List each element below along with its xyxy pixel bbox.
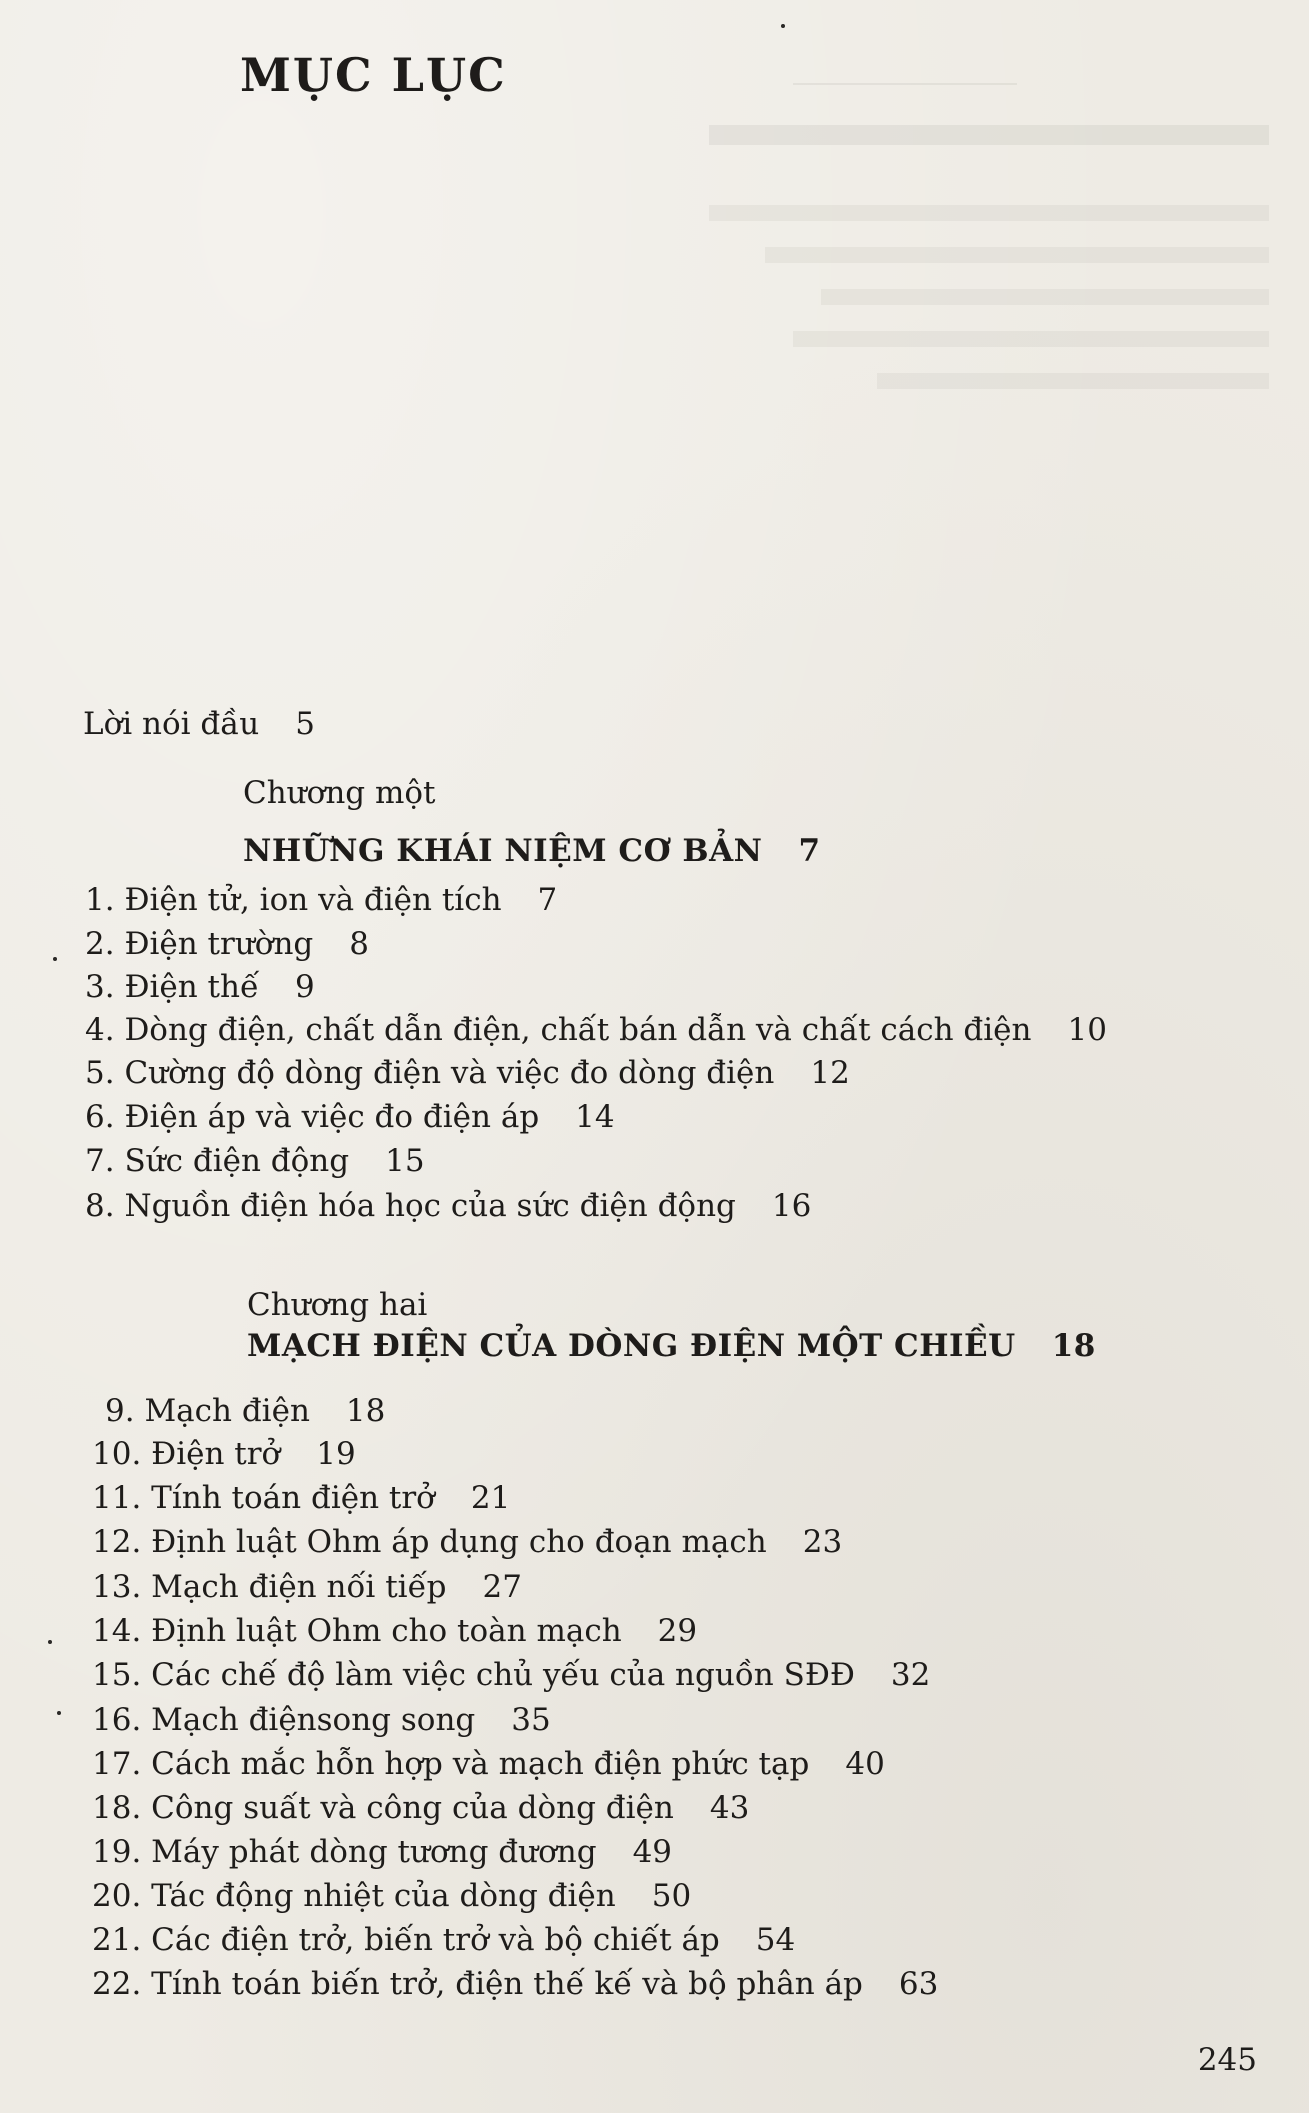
preface-entry (83, 704, 315, 744)
toc-entry-1 (85, 880, 557, 920)
toc-entry-19 (92, 1832, 672, 1872)
entry-number: 13. (92, 1569, 142, 1605)
entry-number: 9. (105, 1393, 135, 1429)
entry-text: Điện trở (151, 1436, 281, 1472)
toc-entry-12 (92, 1522, 842, 1562)
entry-text: Điện áp và việc đo điện áp (124, 1099, 540, 1135)
entry-number: 8. (85, 1188, 115, 1224)
entry-text: Mạch điện nối tiếp (151, 1569, 447, 1605)
entry-number: 10. (92, 1436, 142, 1472)
toc-entry-2 (85, 924, 369, 964)
entry-text: Tác động nhiệt của dòng điện (151, 1878, 616, 1914)
toc-entry-13 (92, 1567, 522, 1607)
entry-number: 20. (92, 1878, 142, 1914)
entry-text: Cường độ dòng điện và việc đo dòng điện (124, 1055, 775, 1091)
entry-page: 32 (890, 1657, 931, 1693)
entry-number: 2. (85, 926, 115, 962)
entry-number: 14. (92, 1613, 142, 1649)
entry-text: Nguồn điện hóa học của sức điện động (124, 1188, 736, 1224)
entry-page: 19 (316, 1436, 356, 1472)
preface-page: 5 (295, 706, 315, 742)
toc-entry-3 (85, 967, 315, 1007)
page-title: MỤC LỤC (240, 48, 507, 102)
entry-text: Định luật Ohm áp dụng cho đoạn mạch (151, 1524, 767, 1560)
entry-page: 29 (657, 1613, 698, 1649)
entry-text: Tính toán điện trở (151, 1480, 435, 1516)
entry-number: 18. (92, 1790, 142, 1826)
entry-text: Máy phát dòng tương đương (151, 1834, 597, 1870)
entry-text: Mạch điệnsong song (151, 1702, 476, 1738)
entry-number: 17. (92, 1746, 142, 1782)
entry-page: 16 (771, 1188, 812, 1224)
toc-entry-20 (92, 1876, 691, 1916)
entry-number: 4. (85, 1012, 115, 1048)
entry-page: 54 (755, 1922, 796, 1958)
toc-entry-6 (85, 1097, 615, 1137)
scan-speck (57, 1711, 61, 1715)
page-number: 245 (1197, 2042, 1257, 2078)
chapter-1-label: Chương một (243, 775, 436, 811)
entry-number: 3. (85, 969, 115, 1005)
toc-entry-7 (85, 1141, 425, 1181)
chapter-2-title: MẠCH ĐIỆN CỦA DÒNG ĐIỆN MỘT CHIỀU (247, 1328, 1016, 1364)
entry-text: Các điện trở, biến trở và bộ chiết áp (151, 1922, 720, 1958)
entry-page: 43 (709, 1790, 750, 1826)
entry-page: 8 (349, 926, 369, 962)
entry-page: 63 (898, 1966, 939, 2002)
toc-entry-5 (85, 1053, 850, 1093)
entry-page: 40 (845, 1746, 885, 1782)
toc-entry-11 (92, 1478, 510, 1518)
toc-entry-21 (92, 1920, 795, 1960)
entry-page: 7 (537, 882, 558, 918)
entry-text: Công suất và công của dòng điện (151, 1790, 674, 1826)
chapter-1-title: NHỮNG KHÁI NIỆM CƠ BẢN (243, 833, 763, 869)
toc-entry-17 (92, 1744, 885, 1784)
entry-number: 6. (85, 1099, 115, 1135)
entry-number: 19. (92, 1834, 142, 1870)
entry-page: 50 (651, 1878, 692, 1914)
entry-page: 18 (345, 1393, 386, 1429)
entry-page: 10 (1067, 1012, 1107, 1048)
entry-text: Dòng điện, chất dẫn điện, chất bán dẫn và chất cách điện (124, 1012, 1032, 1048)
entry-number: 7. (85, 1143, 115, 1179)
show-through-texture (709, 40, 1269, 415)
toc-entry-18 (92, 1788, 749, 1828)
entry-page: 21 (470, 1480, 511, 1516)
entry-page: 49 (632, 1834, 673, 1870)
scan-speck (781, 24, 785, 28)
entry-text: Tính toán biến trở, điện thế kế và bộ phân áp (151, 1966, 863, 2002)
entry-text: Điện thế (124, 969, 260, 1005)
toc-entry-14 (92, 1611, 697, 1651)
entry-text: Định luật Ohm cho toàn mạch (151, 1613, 622, 1649)
entry-number: 21. (92, 1922, 142, 1958)
entry-text: Các chế độ làm việc chủ yếu của nguồn SĐĐ (151, 1657, 855, 1693)
chapter-2-title-line (247, 1328, 1096, 1364)
toc-entry-10 (92, 1434, 356, 1474)
chapter-1-page: 7 (798, 833, 821, 869)
preface-label: Lời nói đầu (83, 706, 260, 742)
toc-entry-15 (92, 1655, 930, 1695)
entry-text: Điện trường (124, 926, 314, 962)
toc-entry-8 (85, 1186, 811, 1226)
scan-speck (53, 957, 57, 961)
entry-page: 27 (482, 1569, 522, 1605)
entry-page: 15 (385, 1143, 425, 1179)
chapter-1-title-line (243, 833, 821, 869)
scan-speck (48, 1640, 52, 1644)
entry-number: 11. (92, 1480, 142, 1516)
entry-text: Mạch điện (144, 1393, 310, 1429)
entry-number: 15. (92, 1657, 142, 1693)
entry-text: Sức điện động (124, 1143, 350, 1179)
entry-page: 23 (802, 1524, 843, 1560)
toc-entry-4 (85, 1010, 1107, 1050)
chapter-2-label: Chương hai (247, 1287, 428, 1323)
entry-page: 35 (511, 1702, 551, 1738)
entry-page: 12 (810, 1055, 850, 1091)
toc-entry-9 (105, 1391, 385, 1431)
entry-text: Điện tử, ion và điện tích (124, 882, 502, 918)
chapter-2-page: 18 (1051, 1328, 1096, 1364)
entry-number: 5. (85, 1055, 115, 1091)
entry-page: 9 (295, 969, 315, 1005)
toc-entry-16 (92, 1700, 551, 1740)
entry-page: 14 (575, 1099, 615, 1135)
entry-number: 1. (85, 882, 115, 918)
entry-number: 12. (92, 1524, 142, 1560)
entry-number: 22. (92, 1966, 142, 2002)
entry-number: 16. (92, 1702, 142, 1738)
toc-entry-22 (92, 1964, 938, 2004)
entry-text: Cách mắc hỗn hợp và mạch điện phức tạp (151, 1746, 810, 1782)
